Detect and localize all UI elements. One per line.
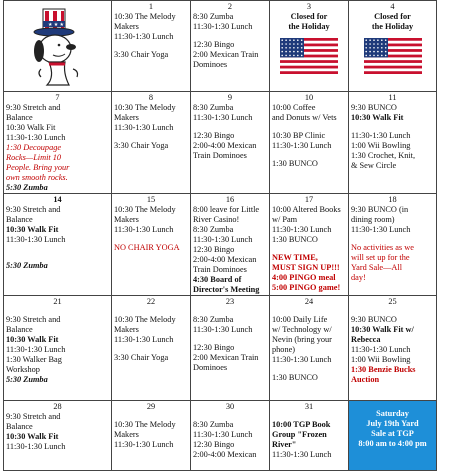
event-line: 3:30 Chair Yoga (114, 141, 169, 150)
event-line: 11:30-1:30 Lunch (193, 235, 253, 244)
event-line: 2:00 Mexican Train (193, 353, 259, 362)
spacer (351, 123, 434, 131)
event-line: Makers (114, 215, 139, 224)
event-line: Makers (114, 113, 139, 122)
event-line: 11:30-1:30 Lunch (351, 225, 411, 234)
event-line: Yard Sale—All (351, 263, 403, 272)
event-line: 10:30 Walk Fit (6, 335, 59, 344)
empty-cell (349, 401, 437, 471)
day-cell-10 (270, 92, 349, 194)
day-number: 9 (227, 93, 233, 102)
event-line: 1:00 Wii Bowling (351, 141, 411, 150)
svg-text:★ ★ ★: ★ ★ ★ (47, 23, 64, 28)
calendar-grid (3, 0, 437, 471)
day-number: 14 (53, 195, 62, 204)
event-line: 11:30-1:30 Lunch (351, 131, 411, 140)
event-line: Balance (6, 325, 33, 334)
spacer (193, 335, 267, 343)
spacer (6, 253, 109, 261)
event-line: 11:30-1:30 Lunch (272, 450, 332, 459)
event-line: 9:30 BUNCO (351, 103, 397, 112)
event-line: 10:30 Walk Fit (6, 123, 56, 132)
day-number: 24 (304, 297, 314, 306)
event-line: 11:30-1:30 Lunch (193, 22, 253, 31)
event-line: 5:30 Zumba (6, 375, 48, 384)
calendar-week-row (4, 1, 437, 92)
event-line: 8:00 leave for Little (193, 205, 260, 214)
day-cell-16 (191, 194, 270, 296)
day-cell-18 (349, 194, 437, 296)
event-line: 1:30 Walker Bag (6, 355, 62, 364)
day-number: 30 (225, 402, 235, 411)
day-number: 31 (304, 402, 314, 411)
event-line: 1:00 Wii Bowling (351, 355, 411, 364)
event-line: Group "Frozen (272, 430, 327, 439)
calendar-week-row (4, 92, 437, 194)
day-cell-9 (191, 92, 270, 194)
event-line: 10:30 The Melody (114, 315, 176, 324)
event-line: Dominoes (193, 363, 228, 372)
day-cell-2 (191, 1, 270, 92)
event-line: 2:00-4:00 Mexican (193, 141, 257, 150)
event-line: Balance (6, 215, 33, 224)
day-number: 18 (388, 195, 397, 204)
day-cell-15 (112, 194, 191, 296)
snoopy-uncle-sam-icon (19, 7, 97, 87)
event-line: 11:30-1:30 Lunch (114, 335, 174, 344)
event-line: 9:30 BUNCO (in (351, 205, 409, 214)
event-line: 10:30 The Melody (114, 103, 176, 112)
spacer (6, 245, 109, 253)
day-number: 25 (388, 297, 397, 306)
day-number: 29 (146, 402, 156, 411)
event-line: own smooth rocks. (6, 173, 68, 182)
event-line: 5:30 Zumba (6, 261, 48, 270)
day-number: 2 (227, 2, 233, 11)
event-line: 12:30 Bingo (193, 343, 235, 352)
day-number: 22 (146, 297, 156, 306)
event-line: MUST SIGN UP!!! (272, 263, 340, 272)
event-line: 11:30-1:30 Lunch (114, 123, 174, 132)
spacer (6, 307, 109, 315)
spacer (193, 412, 267, 420)
day-cell-29 (112, 401, 191, 471)
event-line: & Sew Circle (351, 161, 397, 170)
day-cell-4 (349, 1, 437, 92)
holiday-label: the Holiday (371, 22, 414, 31)
yard-sale-label: 8:00 am to 4:00 pm (358, 439, 427, 448)
spacer (272, 151, 346, 159)
event-line: 10:00 Altered Books (272, 205, 341, 214)
day-number: 28 (53, 402, 62, 411)
event-line: 11:30-1:30 Lunch (193, 325, 253, 334)
day-cell-28 (4, 401, 112, 471)
empty-cell (4, 1, 112, 92)
event-line: 4:00 PINGO meal (272, 273, 336, 282)
event-line: 12:30 Bingo (193, 440, 235, 449)
event-line: 8:30 Zumba (193, 103, 234, 112)
spacer (272, 412, 346, 420)
event-line: 11:30-1:30 Lunch (193, 113, 253, 122)
event-line: NEW TIME, (272, 253, 318, 262)
day-cell-11 (349, 92, 437, 194)
event-line: 9:30 BUNCO (351, 315, 397, 324)
day-number: 23 (225, 297, 235, 306)
day-number: 3 (306, 2, 312, 11)
event-line: NO CHAIR YOGA (114, 243, 180, 252)
event-line: 1:30 BUNCO (272, 159, 318, 168)
event-line: 10:30 Walk Fit (6, 225, 59, 234)
american-flag-icon (364, 38, 422, 74)
day-cell-24 (270, 296, 349, 401)
spacer (114, 133, 188, 141)
event-line: 8:30 Zumba (193, 420, 234, 429)
day-cell-7 (4, 92, 112, 194)
event-line: 1:30 Crochet, Knit, (351, 151, 416, 160)
event-line: 1:30 Benzie Bucks (351, 365, 416, 374)
event-line: 10:30 BP Clinic (272, 131, 326, 140)
spacer (114, 345, 188, 353)
calendar-week-row (4, 401, 437, 471)
event-line: 2:00-4:00 Mexican (193, 255, 257, 264)
event-line: 11:30-1:30 Lunch (6, 235, 66, 244)
event-line: phone) (272, 345, 296, 354)
holiday-label: Closed for (374, 12, 411, 21)
day-number: 7 (55, 93, 60, 102)
event-line: Makers (114, 325, 139, 334)
spacer (114, 307, 188, 315)
day-cell-17 (270, 194, 349, 296)
event-line: 11:30-1:30 Lunch (114, 32, 174, 41)
event-line: 12:30 Bingo (193, 40, 235, 49)
event-line: Workshop (6, 365, 40, 374)
day-cell-22 (112, 296, 191, 401)
day-number: 8 (148, 93, 154, 102)
event-line: Rebecca (351, 335, 381, 344)
spacer (114, 412, 188, 420)
event-line: 10:30 Walk Fit (6, 432, 59, 441)
spacer (193, 32, 267, 40)
event-line: 10:00 Coffee (272, 103, 316, 112)
event-line: w/ Pam (272, 215, 298, 224)
event-line: 10:30 The Melody (114, 420, 176, 429)
calendar-week-row (4, 296, 437, 401)
spacer (272, 123, 346, 131)
event-line: w/ Technology w/ (272, 325, 332, 334)
event-line: 10:30 The Melody (114, 12, 176, 21)
day-cell-8 (112, 92, 191, 194)
event-line: 10:00 TGP Book (272, 420, 331, 429)
day-cell-14 (4, 194, 112, 296)
event-line: River Casino! (193, 215, 240, 224)
spacer (193, 307, 267, 315)
event-line: 10:00 Daily Life (272, 315, 328, 324)
event-line: 11:30-1:30 Lunch (272, 225, 332, 234)
event-line: 5:00 PINGO game! (272, 283, 341, 292)
event-line: 9:30 Stretch and (6, 315, 61, 324)
day-cell-3 (270, 1, 349, 92)
yard-sale-label: July 19th Yard (366, 419, 419, 428)
day-cell-25 (349, 296, 437, 401)
day-number: 21 (53, 297, 62, 306)
yard-sale-label: Saturday (376, 409, 409, 418)
event-line: 9:30 Stretch and (6, 412, 61, 421)
event-line: 11:30-1:30 Lunch (272, 141, 332, 150)
event-line: and Donuts w/ Vets (272, 113, 337, 122)
event-line: No activities as we (351, 243, 414, 252)
spacer (114, 235, 188, 243)
spacer (272, 365, 346, 373)
event-line: Balance (6, 422, 33, 431)
calendar-week-row (4, 194, 437, 296)
event-line: 11:30-1:30 Lunch (114, 440, 174, 449)
event-line: Nevin (bring your (272, 335, 332, 344)
event-line: Director's Meeting (193, 285, 260, 294)
holiday-label: Closed for (290, 12, 328, 21)
event-line: 11:30-1:30 Lunch (193, 430, 253, 439)
event-line: 9:30 Stretch and (6, 103, 61, 112)
event-line: 11:30-1:30 Lunch (114, 225, 174, 234)
event-line: 2:00-4:00 Mexican (193, 450, 257, 459)
event-line: Makers (114, 22, 139, 31)
event-line: 11:30-1:30 Lunch (351, 345, 411, 354)
event-line: 10:30 The Melody (114, 205, 176, 214)
event-line: 11:30-1:30 Lunch (6, 345, 66, 354)
holiday-label: the Holiday (288, 22, 330, 31)
day-number: 11 (388, 93, 397, 102)
event-line: dining room) (351, 215, 395, 224)
event-line: 3:30 Chair Yoga (114, 353, 169, 362)
event-line: day! (351, 273, 366, 282)
day-number: 17 (304, 195, 314, 204)
spacer (351, 235, 434, 243)
event-line: Train Dominoes (193, 265, 247, 274)
day-cell-31 (270, 401, 349, 471)
event-line: 8:30 Zumba (193, 225, 234, 234)
event-line: Makers (114, 430, 139, 439)
event-line: 11:30-1:30 Lunch (272, 355, 332, 364)
spacer (272, 245, 346, 253)
event-line: People. Bring your (6, 163, 70, 172)
event-line: River" (272, 440, 297, 449)
american-flag-icon (280, 38, 338, 74)
event-line: 3:30 Chair Yoga (114, 50, 169, 59)
event-line: 11:30-1:30 Lunch (6, 442, 66, 451)
day-cell-21 (4, 296, 112, 401)
event-line: Dominoes (193, 60, 228, 69)
yard-sale-label: Sale at TGP (371, 429, 414, 438)
event-line: 12:30 Bingo (193, 245, 235, 254)
event-line: 5:30 Zumba (6, 183, 48, 192)
event-line: 11:30-1:30 Lunch (6, 133, 66, 142)
day-cell-1 (112, 1, 191, 92)
event-line: 8:30 Zumba (193, 315, 234, 324)
event-line: 10:30 Walk Fit (351, 113, 404, 122)
event-line: 1:30 Decoupage (6, 143, 62, 152)
event-line: 2:00 Mexican Train (193, 50, 259, 59)
spacer (193, 123, 267, 131)
day-number: 1 (148, 2, 154, 11)
event-line: 4:30 Board of (193, 275, 242, 284)
event-line: Train Dominoes (193, 151, 247, 160)
event-line: 1:30 BUNCO (272, 373, 318, 382)
event-line: Rocks—Limit 10 (6, 153, 62, 162)
event-line: 1:30 BUNCO (272, 235, 318, 244)
event-line: will set up for the (351, 253, 410, 262)
spacer (114, 42, 188, 50)
day-cell-30 (191, 401, 270, 471)
event-line: 8:30 Zumba (193, 12, 234, 21)
day-number: 4 (390, 2, 395, 11)
spacer (351, 307, 434, 315)
day-number: 16 (225, 195, 235, 204)
spacer (272, 307, 346, 315)
event-line: Auction (351, 375, 380, 384)
day-number: 15 (146, 195, 156, 204)
day-number: 10 (304, 93, 314, 102)
event-line: 9:30 Stretch and (6, 205, 61, 214)
day-cell-23 (191, 296, 270, 401)
event-line: 10:30 Walk Fit w/ (351, 325, 414, 334)
event-line: Balance (6, 113, 33, 122)
event-line: 12:30 Bingo (193, 131, 235, 140)
